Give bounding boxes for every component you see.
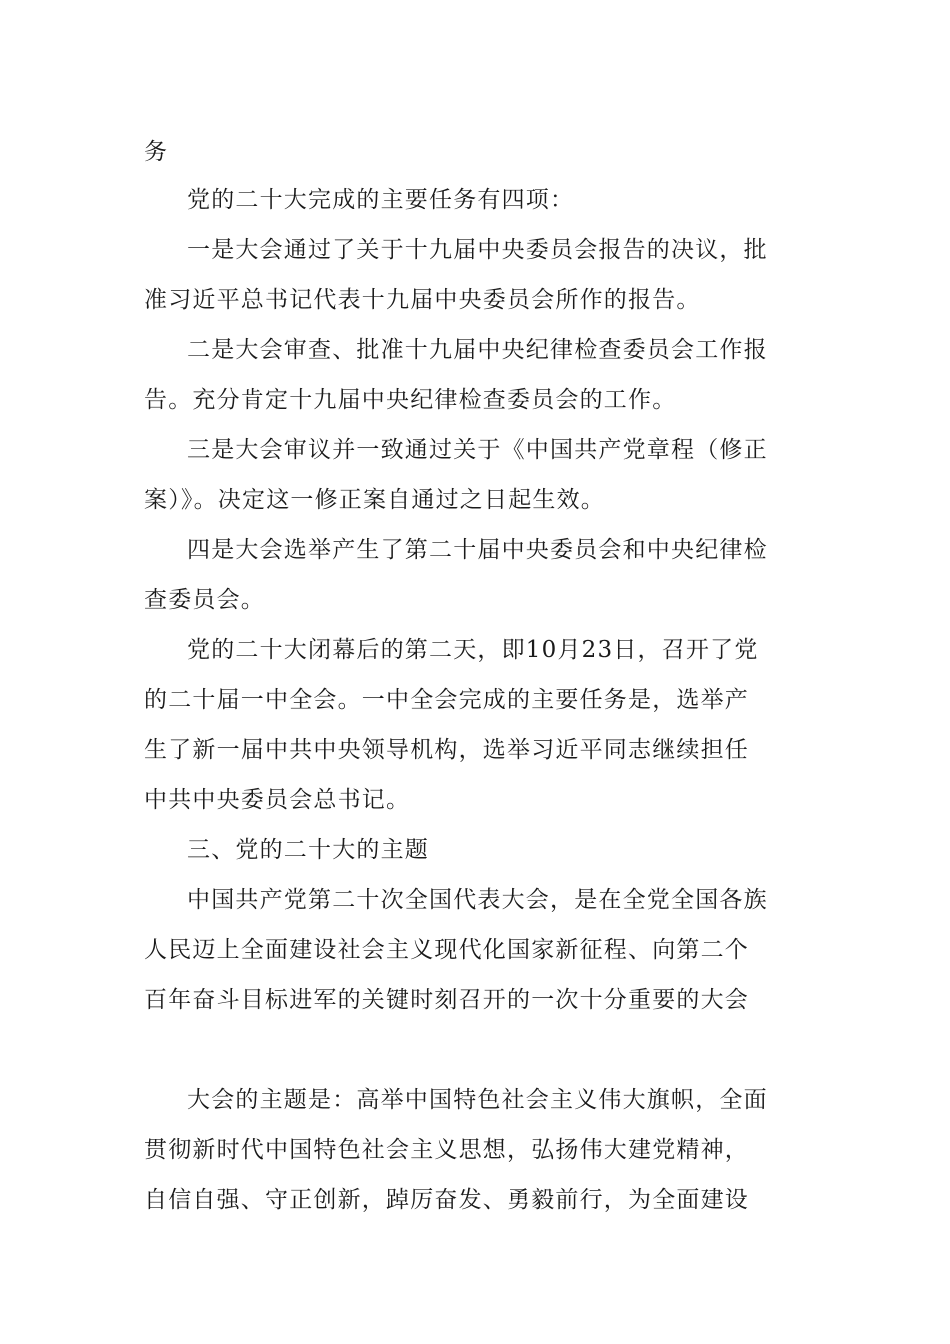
- text-line: 准习近平总书记代表十九届中央委员会所作的报告。: [144, 287, 701, 313]
- text-line: 案）》。决定这一修正案自通过之日起生效。: [144, 487, 605, 513]
- text-line: 四是大会选举产生了第二十届中央委员会和中央纪律检: [187, 537, 768, 563]
- text-line: 生了新一届中共中央领导机构，选举习近平同志继续担任: [144, 737, 749, 763]
- text-line: 百年奋斗目标进军的关键时刻召开的一次十分重要的大会: [144, 987, 749, 1013]
- text-line: 二是大会审查、批准十九届中央纪律检查委员会工作报: [187, 337, 768, 363]
- text-line: 自信自强、守正创新，踔厉奋发、勇毅前行，为全面建设: [144, 1187, 749, 1213]
- text-line: 告。充分肯定十九届中央纪律检查委员会的工作。: [144, 387, 677, 413]
- text-line: 中国共产党第二十次全国代表大会，是在全党全国各族: [187, 887, 768, 913]
- text-line: 务: [144, 139, 169, 165]
- text-line: 的二十届一中全会。一中全会完成的主要任务是，选举产: [144, 687, 749, 713]
- text-line: 人民迈上全面建设社会主义现代化国家新征程、向第二个: [144, 937, 749, 963]
- text-line: 一是大会通过了关于十九届中央委员会报告的决议，批: [187, 237, 768, 263]
- text-line: 党的二十大闭幕后的第二天，即10月23日，召开了党: [187, 637, 759, 663]
- text-line: 三是大会审议并一致通过关于《中国共产党章程（修正: [187, 437, 768, 463]
- text-line: 党的二十大完成的主要任务有四项：: [187, 187, 575, 213]
- text-line: 中共中央委员会总书记。: [144, 787, 411, 813]
- text-line: 查委员会。: [144, 587, 265, 613]
- text-line: 贯彻新时代中国特色社会主义思想，弘扬伟大建党精神，: [144, 1137, 749, 1163]
- section-heading: 三、党的二十大的主题: [187, 837, 429, 863]
- text-line: 大会的主题是：高举中国特色社会主义伟大旗帜，全面: [187, 1087, 768, 1113]
